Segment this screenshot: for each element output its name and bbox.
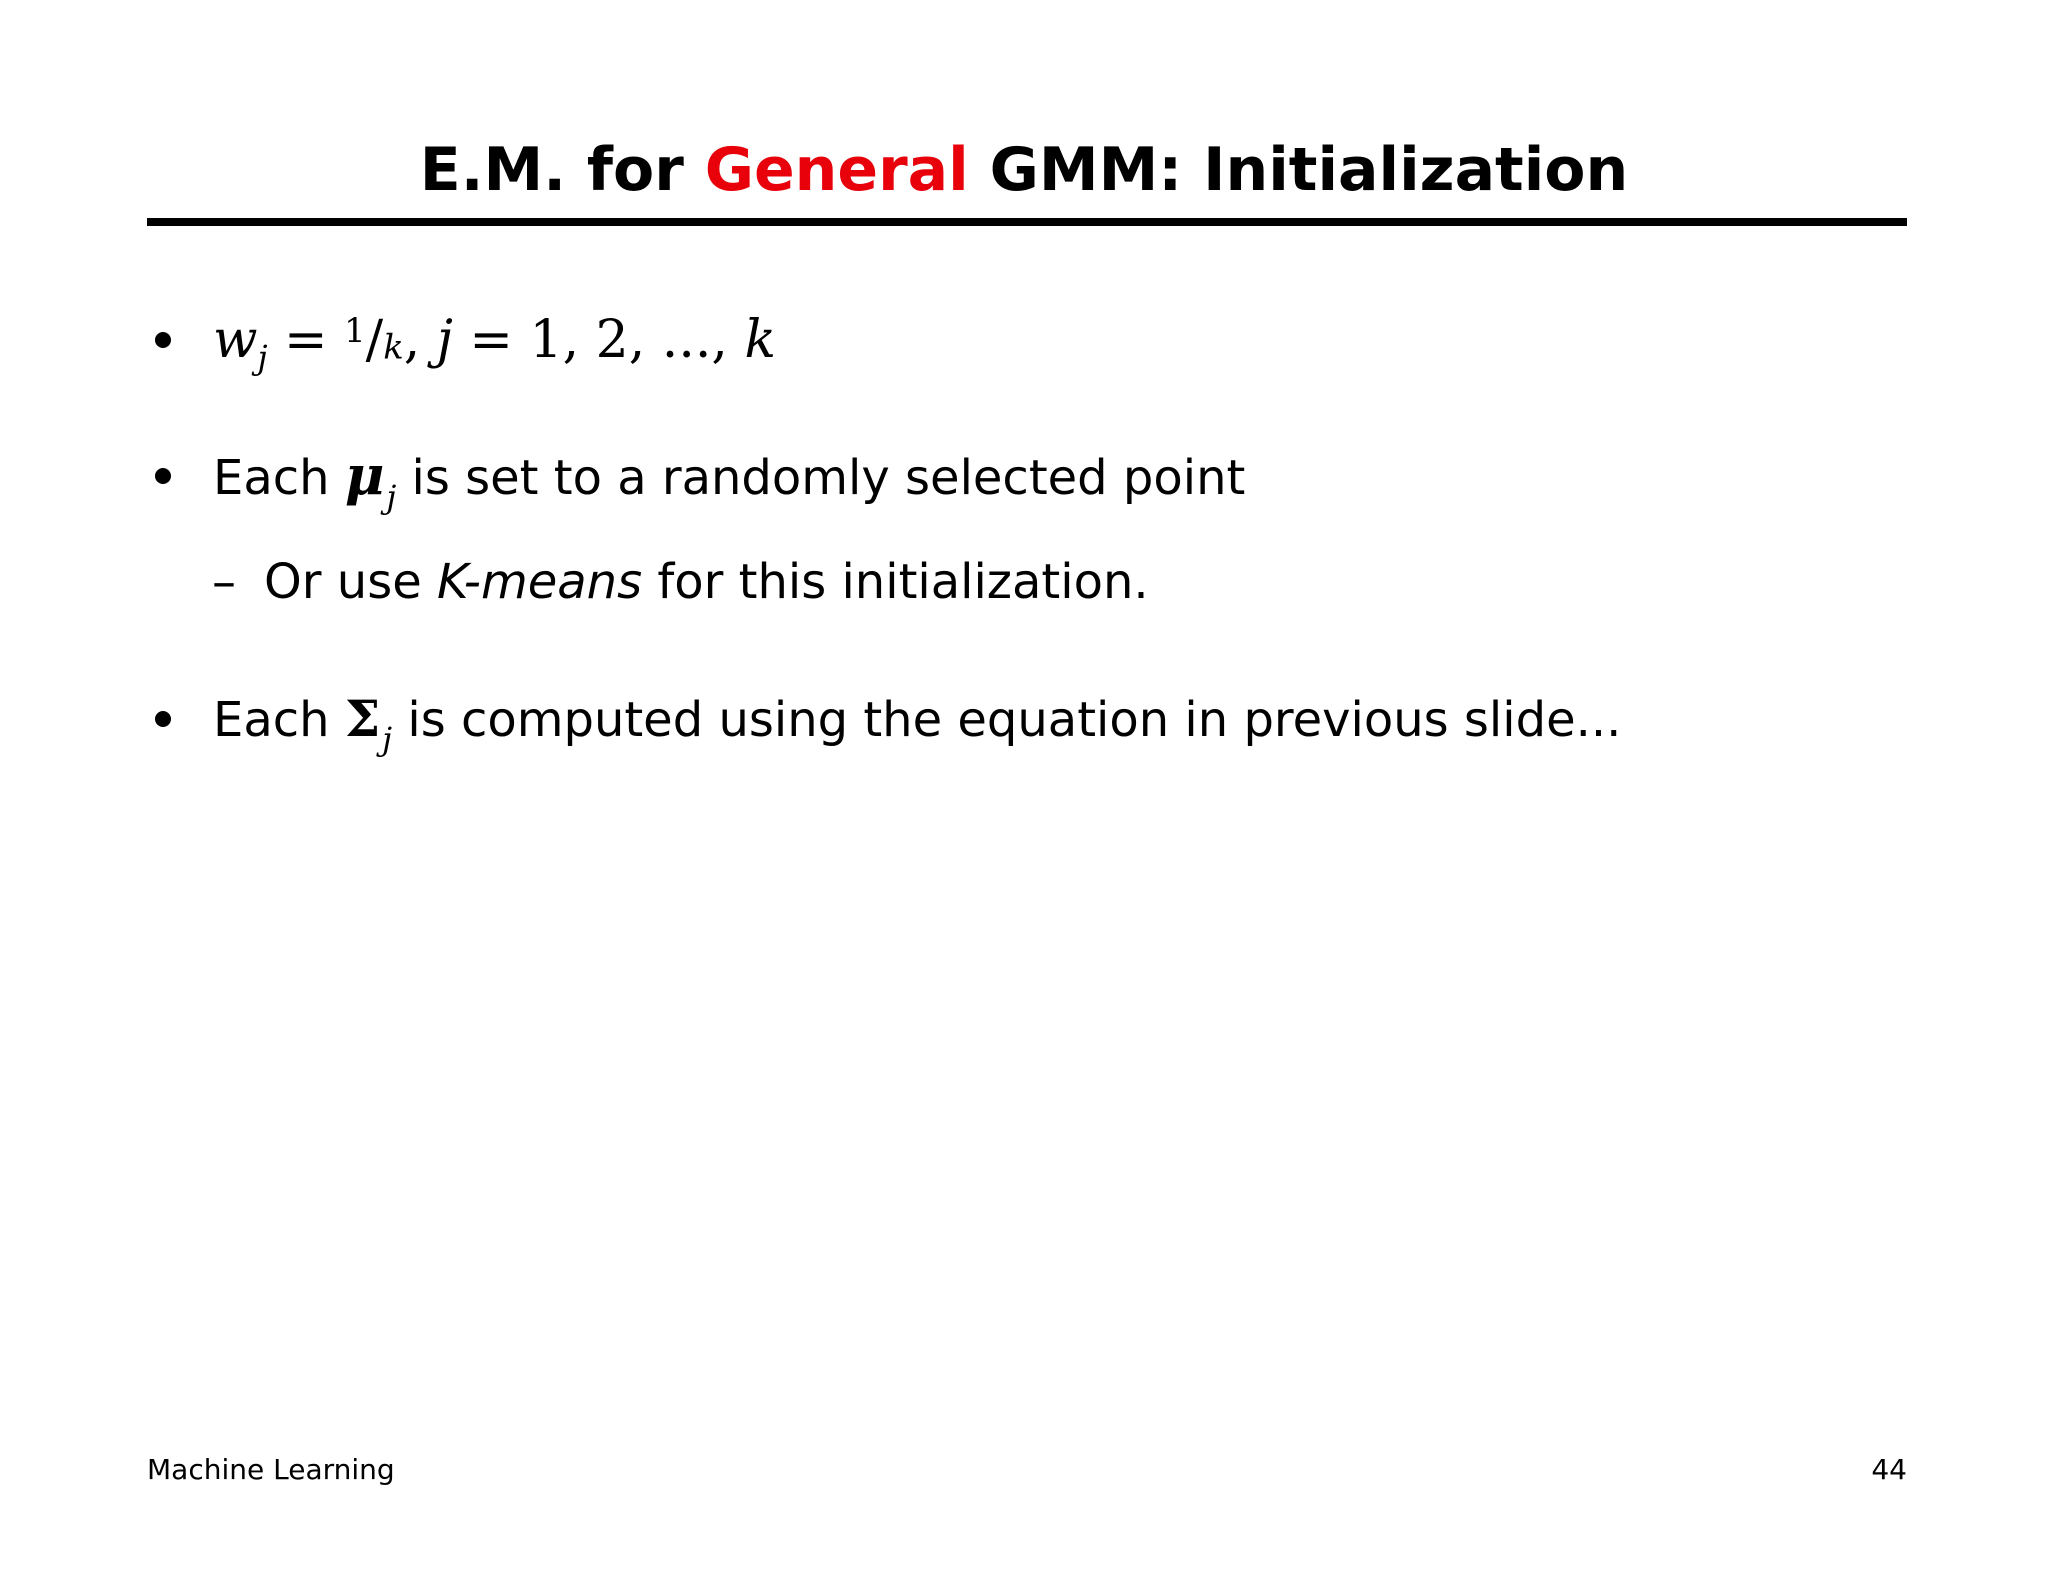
footer-course-name: Machine Learning xyxy=(147,1453,395,1486)
formula-range: = 1, 2, ..., xyxy=(452,310,745,370)
bullet-marker xyxy=(155,468,171,484)
covariances-text xyxy=(213,684,1622,758)
bullet-weights xyxy=(155,305,776,375)
title-prefix: E.M. for xyxy=(419,135,705,205)
mu-symbol: μ xyxy=(344,442,385,507)
formula-fraction xyxy=(344,310,404,370)
bullet-marker xyxy=(155,332,171,348)
formula-k: k xyxy=(744,310,776,370)
cov-pre: Each xyxy=(213,691,345,748)
formula-j: j xyxy=(436,310,453,370)
kmeans-post: for this initialization. xyxy=(642,554,1149,610)
bullet-marker xyxy=(155,711,171,727)
sigma-subscript: j xyxy=(382,719,393,758)
formula-w-sub: j xyxy=(257,338,268,377)
footer-page-number: 44 xyxy=(1871,1453,1907,1486)
weights-formula: $w_j = ^1/k$, j = 1, 2, ..., k xyxy=(213,310,776,377)
sub-bullet-dash: – xyxy=(212,554,236,610)
bullet-covariances xyxy=(155,684,1622,758)
title-divider xyxy=(147,218,1907,226)
sub-bullet-kmeans xyxy=(212,547,1149,617)
cov-post: is computed using the equation in previous slide... xyxy=(392,691,1622,748)
slide-title xyxy=(0,130,2048,210)
bullet-means xyxy=(155,441,1246,516)
means-post: is set to a randomly selected point xyxy=(396,449,1246,506)
kmeans-pre: Or use xyxy=(264,554,437,610)
title-suffix: GMM: Initialization xyxy=(968,135,1629,205)
fraction-denominator: k xyxy=(383,327,404,367)
formula-eq: = xyxy=(267,310,345,370)
kmeans-text xyxy=(264,547,1149,617)
kmeans-emphasis: K-means xyxy=(437,554,643,610)
means-text xyxy=(213,440,1246,516)
mu-subscript: j xyxy=(386,477,397,516)
title-accent-word: General xyxy=(704,135,969,205)
means-pre: Each xyxy=(213,449,345,506)
fraction-slash: / xyxy=(365,310,384,370)
sigma-symbol: Σ xyxy=(344,688,381,748)
formula-w: w xyxy=(213,310,258,370)
fraction-numerator: 1 xyxy=(344,310,366,350)
